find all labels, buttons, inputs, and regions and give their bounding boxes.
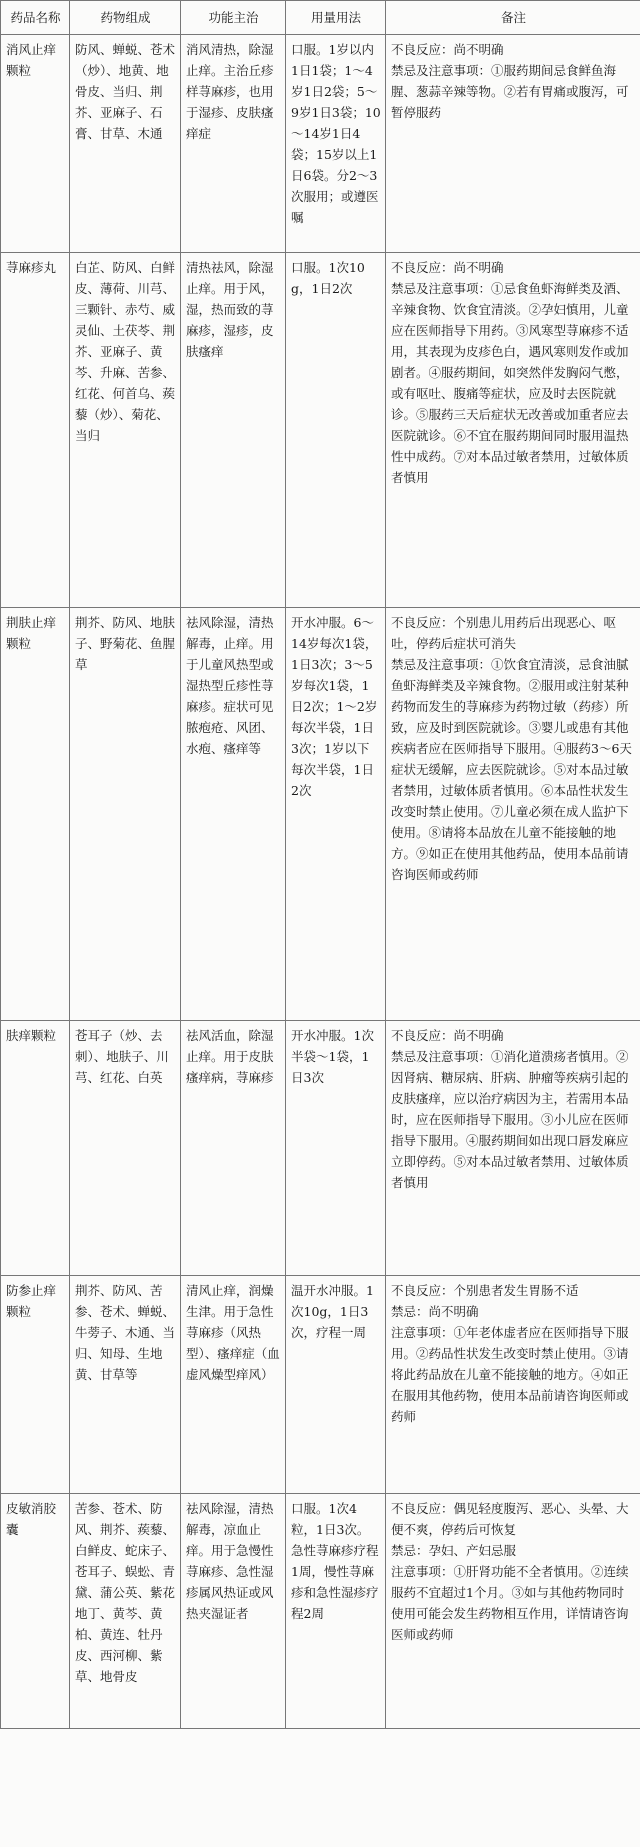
dosage-cell: 开水冲服。1次半袋～1袋，1日3次 (286, 1021, 386, 1276)
indication-cell: 祛风活血，除湿止痒。用于皮肤瘙痒病，荨麻疹 (181, 1021, 286, 1276)
drug-name-cell: 防参止痒颗粒 (1, 1276, 70, 1494)
drug-name-cell: 肤痒颗粒 (1, 1021, 70, 1276)
composition-cell: 荆芥、防风、地肤子、野菊花、鱼腥草 (70, 608, 181, 1021)
dosage-cell: 开水冲服。6～14岁每次1袋，1日3次；3～5岁每次1袋，1日2次；1～2岁每次半袋，1日3次；1岁以下每次半袋，1日2次 (286, 608, 386, 1021)
composition-cell: 苍耳子（炒、去刺）、地肤子、川芎、红花、白英 (70, 1021, 181, 1276)
notes-cell: 不良反应：尚不明确 禁忌及注意事项：①忌食鱼虾海鲜类及酒、辛辣食物、饮食宜清淡。②孕妇慎用，儿童应在医师指导下用药。③风寒型荨麻疹不适用，其表现为皮疹色白，遇风寒则发作或加剧者。④服药期间，如突然伴发胸闷气憋，或有呕吐、腹痛等症状，应及时去医院就诊。⑤服药三天后症状无改善或加重者应去医院就诊。⑥不宜在服药期间同时服用温热性中成药。⑦对本品过敏者禁用，过敏体质者慎用 (386, 253, 640, 608)
indication-cell: 消风清热，除湿止痒。主治丘疹样荨麻疹，也用于湿疹、皮肤瘙痒症 (181, 35, 286, 253)
composition-cell: 苦参、苍术、防风、荆芥、蒺藜、白鲜皮、蛇床子、苍耳子、蜈蚣、青黛、蒲公英、紫花地丁、黄芩、黄柏、黄连、牡丹皮、西河柳、紫草、地骨皮 (70, 1494, 181, 1729)
notes-cell: 不良反应：尚不明确 禁忌及注意事项：①消化道溃疡者慎用。②因肾病、糖尿病、肝病、肿瘤等疾病引起的皮肤瘙痒，应以治疗病因为主，若需用本品时，应在医师指导下服用。③小儿应在医师指导下服用。④服药期间如出现口唇发麻应立即停药。⑤对本品过敏者禁用、过敏体质者慎用 (386, 1021, 640, 1276)
drug-name-cell: 荨麻疹丸 (1, 253, 70, 608)
header-drug-name: 药品名称 (1, 1, 70, 35)
table-row (1, 1021, 640, 1276)
header-composition: 药物组成 (70, 1, 181, 35)
dosage-cell: 口服。1岁以内1日1袋；1～4岁1日2袋；5～9岁1日3袋；10～14岁1日4袋；15岁以上1日6袋。分2～3次服用；或遵医嘱 (286, 35, 386, 253)
notes-cell: 不良反应：尚不明确 禁忌及注意事项：①服药期间忌食鲜鱼海腥、葱蒜辛辣等物。②若有胃痛或腹泻，可暂停服药 (386, 35, 640, 253)
indication-cell: 清热祛风，除湿止痒。用于风，湿，热而致的荨麻疹，湿疹，皮肤瘙痒 (181, 253, 286, 608)
dosage-cell: 温开水冲服。1次10g，1日3次，疗程一周 (286, 1276, 386, 1494)
table-row (1, 608, 640, 1021)
notes-cell: 不良反应：个别患者发生胃肠不适 禁忌：尚不明确 注意事项：①年老体虚者应在医师指导下服用。②药品性状发生改变时禁止使用。③请将此药品放在儿童不能接触的地方。④如正在服用其他药物，使用本品前请咨询医师或药师 (386, 1276, 640, 1494)
drug-name-cell: 荆肤止痒颗粒 (1, 608, 70, 1021)
indication-cell: 清风止痒，润燥生津。用于急性荨麻疹（风热型）、瘙痒症（血虚风燥型痒风） (181, 1276, 286, 1494)
indication-cell: 祛风除湿，清热解毒，凉血止痒。用于急慢性荨麻疹、急性湿疹属风热证或风热夹湿证者 (181, 1494, 286, 1729)
header-indication: 功能主治 (181, 1, 286, 35)
notes-cell: 不良反应：偶见轻度腹泻、恶心、头晕、大便不爽，停药后可恢复 禁忌：孕妇、产妇忌服 注意事项：①肝肾功能不全者慎用。②连续服药不宜超过1个月。③如与其他药物同时使用可能会发生药物相互作用，详情请咨询医师或药师 (386, 1494, 640, 1729)
drug-name-cell: 皮敏消胶囊 (1, 1494, 70, 1729)
composition-cell: 白芷、防风、白鲜皮、薄荷、川芎、三颗针、赤芍、威灵仙、土茯苓、荆芥、亚麻子、黄芩、升麻、苦参、红花、何首乌、蒺藜（炒）、菊花、当归 (70, 253, 181, 608)
table-header-row (1, 1, 640, 35)
table-row (1, 35, 640, 253)
header-dosage: 用量用法 (286, 1, 386, 35)
drug-name-cell: 消风止痒颗粒 (1, 35, 70, 253)
dosage-cell: 口服。1次10g，1日2次 (286, 253, 386, 608)
header-notes: 备注 (386, 1, 640, 35)
composition-cell: 防风、蝉蜕、苍术（炒）、地黄、地骨皮、当归、荆芥、亚麻子、石膏、甘草、木通 (70, 35, 181, 253)
dosage-cell: 口服。1次4粒，1日3次。急性荨麻疹疗程1周，慢性荨麻疹和急性湿疹疗程2周 (286, 1494, 386, 1729)
notes-cell: 不良反应：个别患儿用药后出现恶心、呕吐，停药后症状可消失 禁忌及注意事项：①饮食宜清淡，忌食油腻鱼虾海鲜类及辛辣食物。②服用或注射某种药物而发生的荨麻疹为药物过敏（药疹）所致，应及时到医院就诊。③婴儿或患有其他疾病者应在医师指导下服用。④服药3～6天症状无缓解，应去医院就诊。⑤对本品过敏者禁用，过敏体质者慎用。⑥本品性状发生改变时禁止使用。⑦儿童必须在成人监护下使用。⑧请将本品放在儿童不能接触的地方。⑨如正在使用其他药品，使用本品前请咨询医师或药师 (386, 608, 640, 1021)
table-row (1, 1276, 640, 1494)
indication-cell: 祛风除湿，清热解毒，止痒。用于儿童风热型或湿热型丘疹性荨麻疹。症状可见脓疱疮、风团、水疱、瘙痒等 (181, 608, 286, 1021)
table-row (1, 1494, 640, 1729)
composition-cell: 荆芥、防风、苦参、苍术、蝉蜕、牛蒡子、木通、当归、知母、生地黄、甘草等 (70, 1276, 181, 1494)
table-row (1, 253, 640, 608)
